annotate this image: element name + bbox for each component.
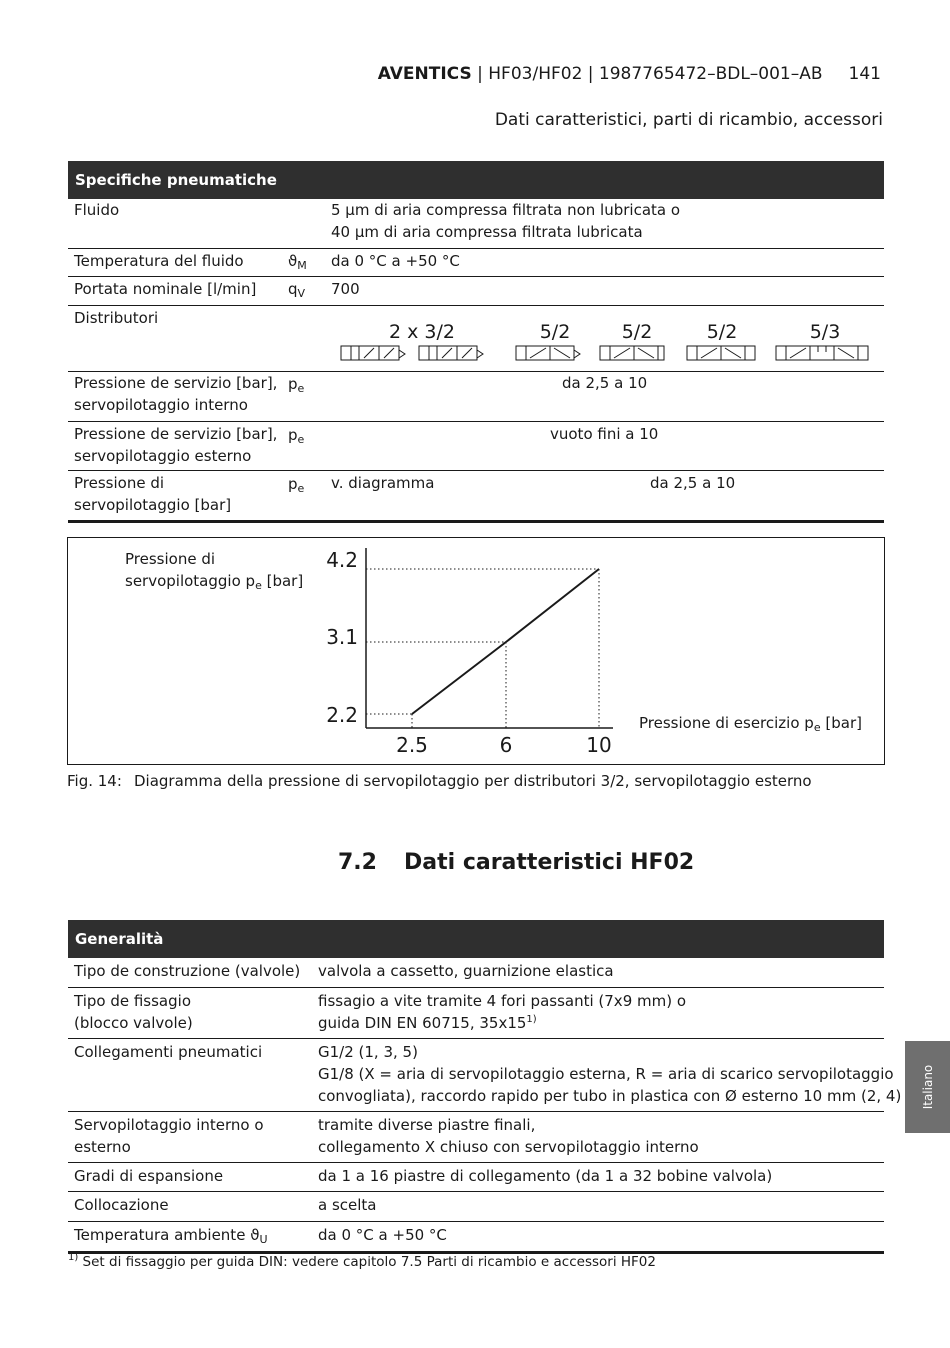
row-value: da 2,5 a 10 <box>650 474 736 492</box>
table-row <box>68 1112 884 1163</box>
row-label: servopilotaggio [bar] <box>74 496 232 514</box>
row-value: convogliata), raccordo rapido per tubo in plastica con Ø esterno 10 mm (2, 4) <box>318 1087 902 1105</box>
table-row <box>68 1039 902 1112</box>
table-row <box>68 1222 884 1254</box>
valve-symbols <box>68 306 884 372</box>
footnote <box>68 1254 656 1270</box>
valve-label-5-2-b: 5/2 <box>621 321 653 343</box>
row-value: fissagio a vite tramite 4 fori passanti (7x9 mm) o <box>318 992 687 1010</box>
table-row <box>68 422 884 471</box>
row-label: Collocazione <box>74 1196 169 1214</box>
row-label: Pressione de servizio [bar], <box>74 374 278 392</box>
valve-label-2x3-2: 2 x 3/2 <box>389 321 455 343</box>
row-label: Gradi di espansione <box>74 1167 224 1185</box>
table-row <box>68 199 884 249</box>
y-tick-label: 4.2 <box>326 548 358 572</box>
row-value: collegamento X chiuso con servopilotaggio interno <box>318 1138 699 1156</box>
figure-number: Fig. 14: <box>67 772 122 790</box>
table-row <box>68 249 884 277</box>
row-value: G1/8 (X = aria di servopilotaggio esterna, R = aria di scarico servopilotaggio <box>318 1065 894 1083</box>
row-label: servopilotaggio interno <box>74 396 248 414</box>
row-value: da 0 °C a +50 °C <box>331 252 460 270</box>
row-value: v. diagramma <box>331 474 435 492</box>
table-row <box>68 1163 884 1192</box>
row-label: Pressione de servizio [bar], <box>74 425 278 443</box>
row-label: Collegamenti pneumatici <box>74 1043 263 1061</box>
valve-label-5-2-a: 5/2 <box>539 321 571 343</box>
table-row <box>68 277 884 306</box>
valve-label-5-2-c: 5/2 <box>706 321 738 343</box>
caption-text: Diagramma della pressione di servopilotaggio per distributori 3/2, servopilotaggio esterno <box>134 772 812 790</box>
table-row <box>68 1192 884 1222</box>
series-line <box>412 569 599 714</box>
pneumatic-specs-table <box>68 161 884 523</box>
row-value: da 1 a 16 piastre di collegamento (da 1 a 32 bobine valvola) <box>318 1167 773 1185</box>
row-label: Tipo de construzione (valvole) <box>74 962 301 980</box>
row-label: Servopilotaggio interno o <box>74 1116 264 1134</box>
y-tick-label: 3.1 <box>326 625 358 649</box>
row-label: (blocco valvole) <box>74 1014 193 1032</box>
row-symbol: $ϑ_M$ <box>288 252 307 272</box>
brand: AVENTICS <box>377 64 472 84</box>
y-tick-label: 2.2 <box>326 703 358 727</box>
valve-schematic-icon <box>341 346 868 360</box>
x-tick-label: 10 <box>586 733 612 757</box>
x-tick-label: 6 <box>499 733 513 757</box>
row-value: 5 µm di aria compressa filtrata non lubricata o <box>331 201 681 219</box>
language-side-tab: Italiano <box>905 1041 950 1133</box>
row-label: Distributori <box>74 309 159 327</box>
row-symbol: $q_V$ <box>288 280 306 300</box>
table-row <box>68 471 884 523</box>
x-axis-label: Pressione di esercizio $p_e$ [bar] <box>639 714 862 734</box>
pilot-pressure-diagram <box>67 537 885 765</box>
row-label: Pressione di <box>74 474 165 492</box>
x-tick-label: 2.5 <box>396 733 428 757</box>
row-symbol: $p_e$ <box>288 475 305 495</box>
row-label: Temperatura del fluido <box>74 252 244 270</box>
footnote-mark: 1) <box>526 1014 537 1025</box>
table-row <box>68 958 884 988</box>
table-row <box>68 988 884 1039</box>
row-label: Portata nominale [l/min] <box>74 280 257 298</box>
row-symbol: $p_e$ <box>288 426 305 446</box>
row-label: esterno <box>74 1138 131 1156</box>
figure-caption <box>67 772 812 790</box>
row-value: 40 µm di aria compressa filtrata lubricata <box>331 223 643 241</box>
table-row <box>68 372 884 422</box>
row-value: 700 <box>331 280 360 298</box>
y-axis-label: Pressione di servopilotaggio $p_e$ [bar] <box>125 550 304 592</box>
row-value: da 2,5 a 10 <box>562 374 648 392</box>
row-value: da 0 °C a +50 °C <box>318 1226 447 1244</box>
row-value: vuoto fini a 10 <box>550 425 659 443</box>
row-value: guida DIN EN 60715, 35x15$^{1)}$ <box>318 1014 537 1032</box>
row-label: servopilotaggio esterno <box>74 447 252 465</box>
valve-label-5-3: 5/3 <box>809 321 841 343</box>
footnote-mark: 1) <box>68 1252 79 1263</box>
row-label: Tipo de fissagio <box>74 992 191 1010</box>
row-label: Temperatura ambiente $ϑ_U$ <box>74 1226 268 1246</box>
section-number: 7.2 <box>338 850 377 875</box>
chart-plot <box>68 538 883 763</box>
general-specs-table <box>68 920 902 1254</box>
row-value: a scelta <box>318 1196 377 1214</box>
row-value: G1/2 (1, 3, 5) <box>318 1043 418 1061</box>
row-value: valvola a cassetto, guarnizione elastica <box>318 962 614 980</box>
table-title: Generalità <box>68 920 884 958</box>
section-heading <box>338 850 694 875</box>
footnote-text: Set di fissaggio per guida DIN: vedere capitolo 7.5 Parti di ricambio e accessori HF02 <box>78 1254 656 1270</box>
table-row <box>68 306 884 372</box>
row-label: Fluido <box>74 201 120 219</box>
table-title: Specifiche pneumatiche <box>68 161 884 199</box>
running-header <box>378 64 881 84</box>
section-header: Dati caratteristici, parti di ricambio, accessori <box>494 110 883 130</box>
page-number: 141 <box>848 64 881 84</box>
doc-reference: | HF03/HF02 | 1987765472–BDL–001–AB <box>471 64 823 84</box>
section-title: Dati caratteristici HF02 <box>404 850 695 875</box>
row-symbol: $p_e$ <box>288 375 305 395</box>
row-value: tramite diverse piastre finali, <box>318 1116 536 1134</box>
